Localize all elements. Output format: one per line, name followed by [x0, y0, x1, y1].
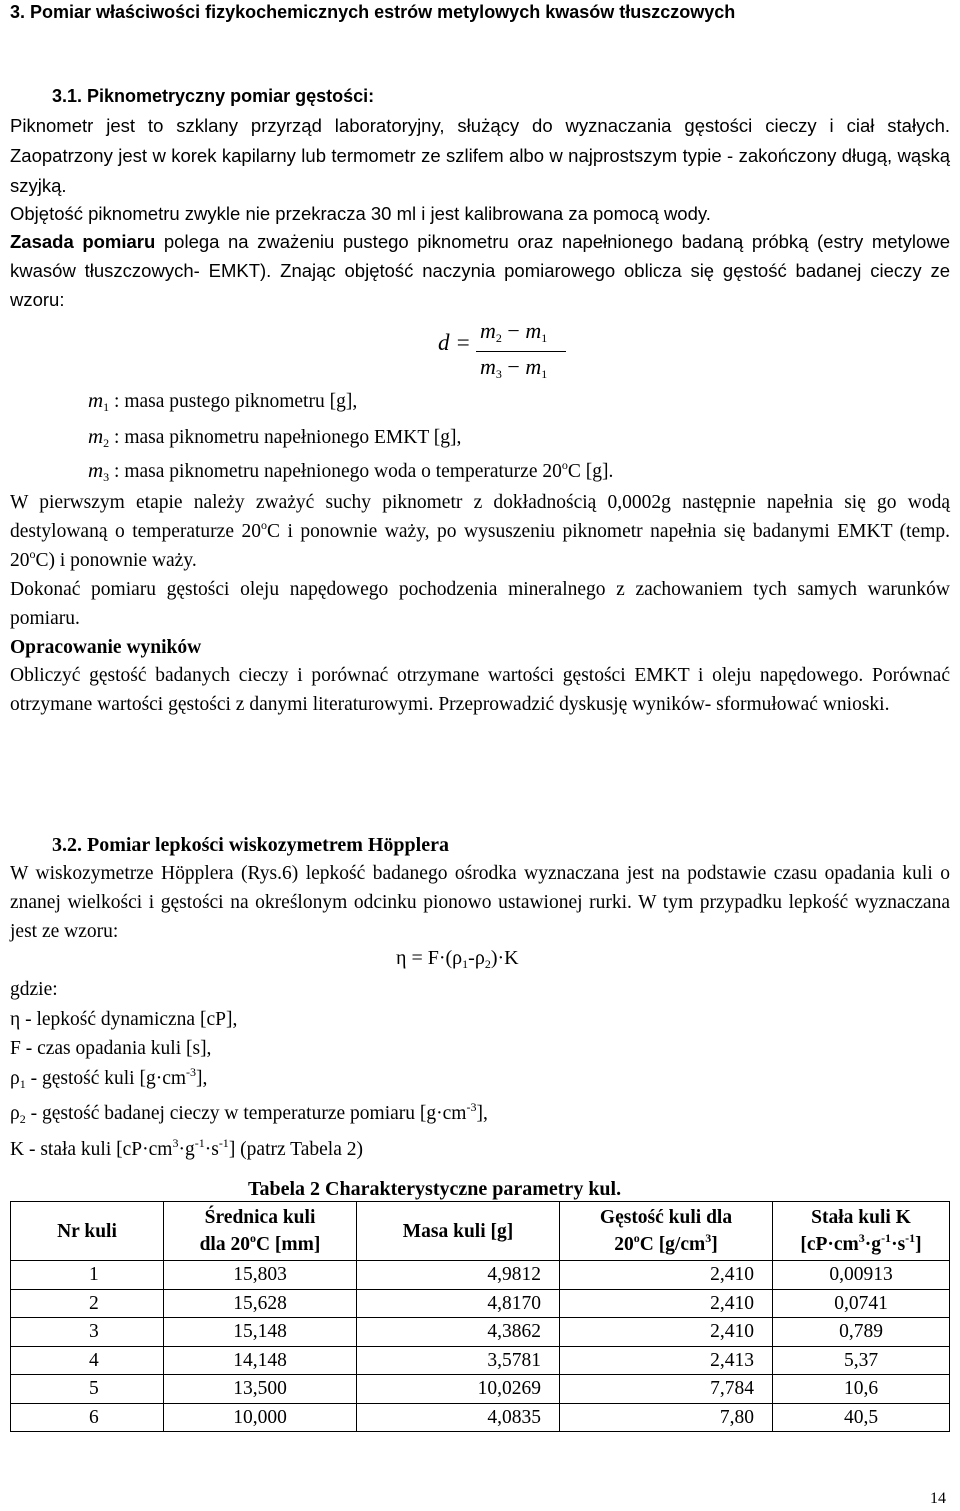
paragraph-pycnometer-intro: Piknometr jest to szklany przyrząd laboratoryjny, służący do wyznaczania gęstości cieczy i ciał stałych. Zaopatrzony jest w korek kapilarny lub termometr ze szlifem albo w najprostszym typie - zakończony długą, wąską szyjką.	[10, 115, 950, 196]
viscosity-formula: $\eta = F\cdot(\rho_1-\rho_2)\cdot K$	[396, 947, 519, 971]
paragraph-measurement-principle	[10, 227, 950, 314]
subsection-heading-3-1: 3.1. Piknometryczny pomiar gęstości:	[52, 86, 375, 106]
table-header-row	[11, 1202, 950, 1261]
cell-constant: 0,0741	[773, 1289, 950, 1318]
cell-constant: 5,37	[773, 1346, 950, 1375]
formula-numerator: $m_2 - m_1$	[480, 318, 548, 345]
header-mass: Masa kuli [g]	[357, 1202, 560, 1261]
header-diameter: Średnica kuli dla 20$^o$C [mm]	[164, 1202, 357, 1261]
definition-k: K - stała kuli $[cP\cdot cm^3\cdot g^{-1}\cdot s^{-1}]$ (patrz Tabela 2)	[10, 1135, 363, 1160]
cell-density: 7,784	[560, 1375, 773, 1404]
table-row	[11, 1261, 950, 1290]
cell-nr: 5	[11, 1375, 164, 1404]
measurement-principle-label: Zasada pomiaru	[10, 231, 156, 252]
cell-diameter: 15,628	[164, 1289, 357, 1318]
cell-mass: 4,0835	[357, 1403, 560, 1432]
header-density: Gęstość kuli dla 20$^o$C $[g/cm^3]$	[560, 1202, 773, 1261]
cell-mass: 10,0269	[357, 1375, 560, 1404]
table-row	[11, 1375, 950, 1404]
cell-nr: 2	[11, 1289, 164, 1318]
header-ball-constant: Stała kuli K $[cP\cdot cm^3\cdot g^{-1}\cdot s^{-1}]$	[773, 1202, 950, 1261]
cell-diameter: 15,803	[164, 1261, 357, 1290]
cell-constant: 10,6	[773, 1375, 950, 1404]
formula-lhs: d =	[438, 330, 471, 355]
subsection-heading-3-2: 3.2. Pomiar lepkości wiskozymetrem Höpplera	[52, 834, 449, 856]
page-number: 14	[930, 1490, 946, 1507]
table-row	[11, 1318, 950, 1347]
paragraph-results: Obliczyć gęstość badanych cieczy i porównać otrzymane wartości gęstości EMKT i oleju napędowego. Porównać otrzymane wartości gęstości z danymi literaturowymi. Przeprowadzić dyskusję wyników- sformułować wnioski.	[10, 665, 950, 715]
header-ball-number: Nr kuli	[11, 1202, 164, 1261]
paragraph-viscometer: W wiskozymetrze Höpplera (Rys.6) lepkość badanego ośrodka wyznaczana jest na podstawie czasu opadania kuli o znanej wielkości i gęstości na określonym odcinku pionowo ustawionej rurki. W tym przypadku lepkość wyznaczana jest ze wzoru:	[10, 863, 950, 942]
cell-density: 7,80	[560, 1403, 773, 1432]
cell-diameter: 14,148	[164, 1346, 357, 1375]
cell-mass: 4,9812	[357, 1261, 560, 1290]
gdzie-label: gdzie:	[10, 979, 58, 1000]
paragraph-procedure: W pierwszym etapie należy zważyć suchy piknometr z dokładnością 0,0002g następnie napełnia się go wodą destylowaną o temperaturze 20$^o$C i ponownie waży, po wysuszeniu piknometr napełnia się badanymi EMKT (temp. 20$^o$C) i ponownie waży.	[10, 492, 951, 571]
cell-nr: 4	[11, 1346, 164, 1375]
cell-nr: 1	[11, 1261, 164, 1290]
cell-constant: 0,00913	[773, 1261, 950, 1290]
cell-constant: 0,789	[773, 1318, 950, 1347]
viscosity-definitions	[10, 975, 488, 1164]
cell-density: 2,410	[560, 1318, 773, 1347]
measurement-principle-text: polega na zważeniu pustego piknometru oraz napełnionego badaną próbką (estry metylowe kwasów tłuszczowych- EMKT). Znając objętość naczynia pomiarowego oblicza się gęstość badanej cieczy ze wzoru:	[10, 231, 950, 310]
cell-nr: 6	[11, 1403, 164, 1432]
cell-diameter: 15,148	[164, 1318, 357, 1347]
cell-diameter: 10,000	[164, 1403, 357, 1432]
ball-parameters-table	[10, 1201, 950, 1432]
definition-eta: η - lepkość dynamiczna [cP],	[10, 1008, 238, 1030]
density-formula	[438, 318, 578, 382]
results-heading: Opracowanie wyników	[10, 637, 202, 658]
paragraph-diesel-measurement: Dokonać pomiaru gęstości oleju napędowego pochodzenia mineralnego z zachowaniem tych samych warunków pomiaru.	[10, 579, 950, 629]
cell-diameter: 13,500	[164, 1375, 357, 1404]
paragraph-volume: Objętość piknometru zwykle nie przekracza 30 ml i jest kalibrowana za pomocą wody.	[10, 203, 711, 224]
table-row	[11, 1346, 950, 1375]
table-row	[11, 1403, 950, 1432]
cell-nr: 3	[11, 1318, 164, 1347]
mass-definition-m1: $m_1$ : masa pustego piknometru [g],	[88, 388, 358, 414]
table-caption: Tabela 2 Charakterystyczne parametry kul.	[248, 1178, 622, 1200]
definition-rho2: $\rho_2$ - gęstość badanej cieczy w temperaturze pomiaru $[g\cdot cm^{-3}]$,	[10, 1100, 488, 1126]
cell-density: 2,413	[560, 1346, 773, 1375]
mass-definition-m3: $m_3$ : masa piknometru napełnionego woda o temperaturze 20$^o$C [g].	[88, 458, 614, 484]
fraction-bar	[476, 351, 566, 352]
cell-mass: 3,5781	[357, 1346, 560, 1375]
mass-definition-m2: $m_2$ : masa piknometru napełnionego EMKT [g],	[88, 424, 462, 450]
cell-mass: 4,8170	[357, 1289, 560, 1318]
table-row	[11, 1289, 950, 1318]
cell-constant: 40,5	[773, 1403, 950, 1432]
definition-f: F - czas opadania kuli [s],	[10, 1038, 212, 1059]
definition-rho1: $\rho_1$ - gęstość kuli $[g\cdot cm^{-3}]$,	[10, 1064, 208, 1091]
section-heading: 3. Pomiar właściwości fizykochemicznych estrów metylowych kwasów tłuszczowych	[10, 2, 736, 22]
cell-mass: 4,3862	[357, 1318, 560, 1347]
formula-denominator: $m_3 - m_1$	[480, 354, 548, 381]
cell-density: 2,410	[560, 1289, 773, 1318]
cell-density: 2,410	[560, 1261, 773, 1290]
